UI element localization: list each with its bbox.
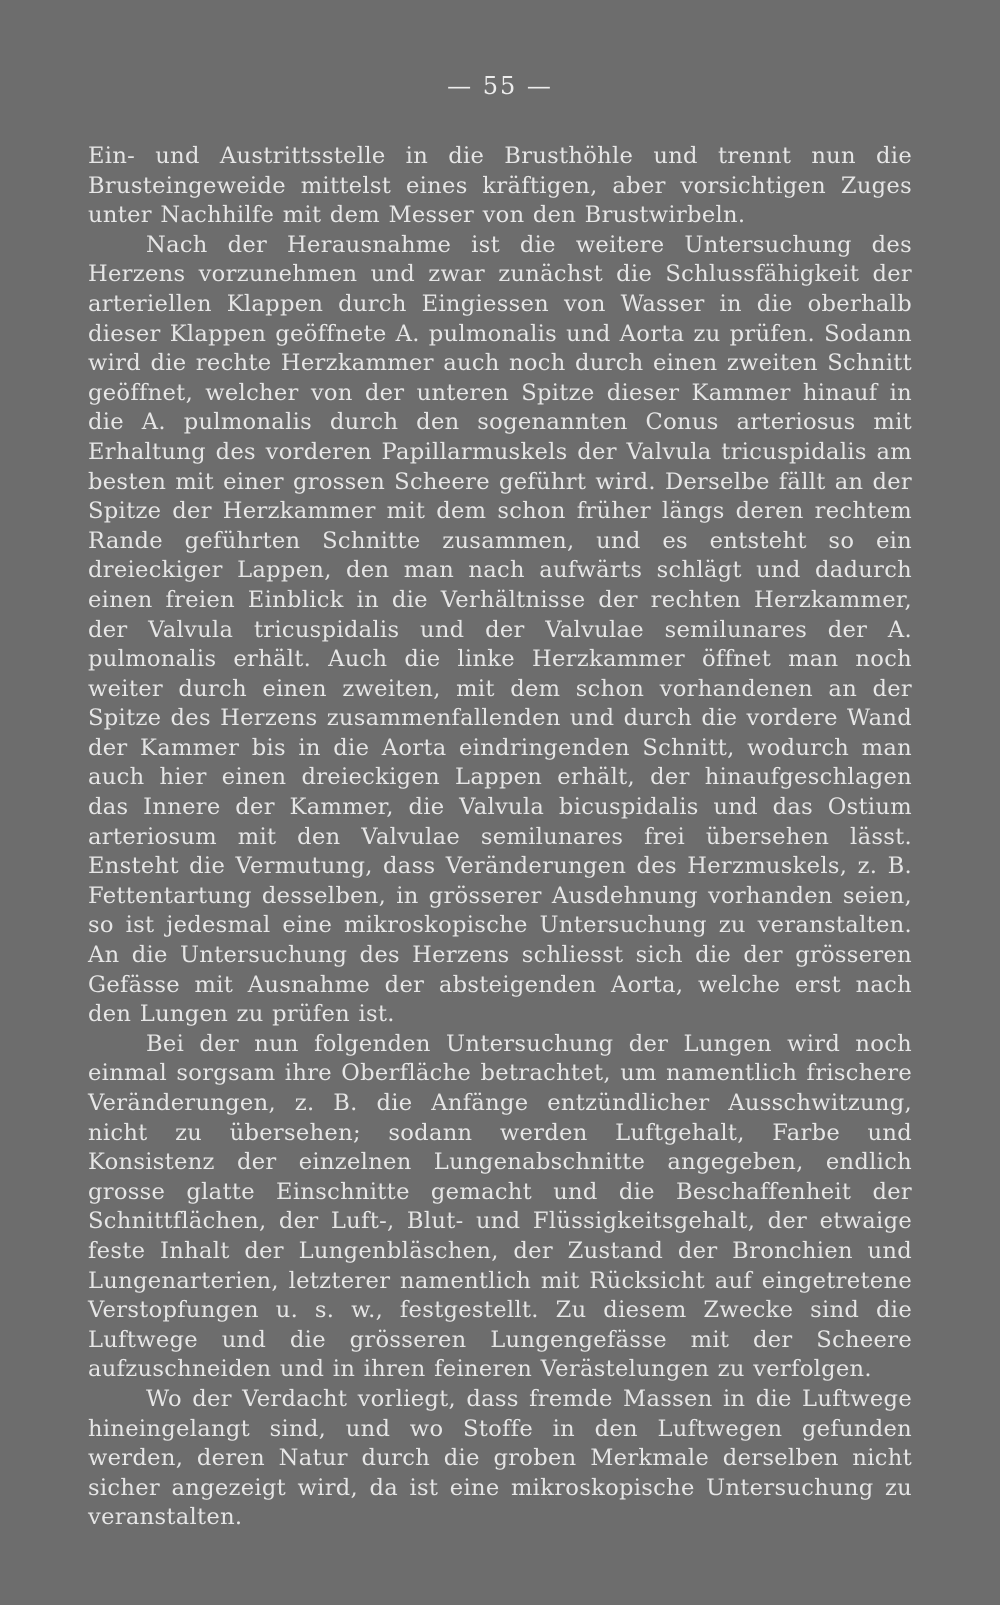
paragraph-1: Ein- und Austrittsstelle in die Brusthöhle und trennt nun die Brusteingeweide mittelst eines kräftigen, aber vorsichtigen Zuges unter Nachhilfe mit dem Messer von den Brustwirbeln. [88,143,912,229]
paragraph-2: Nach der Herausnahme ist die weitere Untersuchung des Herzens vorzunehmen und zwar zunächst die Schlussfähigkeit der arteriellen Klappen durch Eingiessen von Wasser in die oberhalb dieser Klappen geöffnete A. pulmonalis und Aorta zu prüfen. Sodann wird die rechte Herzkammer auch noch durch einen zweiten Schnitt geöffnet, welcher von der unteren Spitze dieser Kammer hinauf in die A. pulmonalis durch den sogenannten Conus arteriosus mit Erhaltung des vorderen Papillarmuskels der Valvula tricuspidalis am besten mit einer grossen Scheere geführt wird. Derselbe fällt an der Spitze der Herzkammer mit dem schon früher längs deren rechtem Rande geführten Schnitte zusammen, und es entsteht so ein dreieckiger Lappen, den man nach aufwärts schlägt und dadurch einen freien Einblick in die Verhältnisse der rechten Herzkammer, der Valvula tricuspidalis und der Valvulae semilunares der A. pulmonalis erhält. Auch die linke Herzkammer öffnet man noch weiter durch einen zweiten, mit dem schon vorhandenen an der Spitze des Herzens zusammenfallenden und durch die vordere Wand der Kammer bis in die Aorta eindringenden Schnitt, wodurch man auch hier einen dreieckigen Lappen erhält, der hinaufgeschlagen das Innere der Kammer, die Valvula bicuspidalis und das Ostium arteriosum mit den Valvulae semilunares frei übersehen lässt. Ensteht die Vermutung, dass Veränderungen des Herzmuskels, z. B. Fettentartung desselben, in grösserer Ausdehnung vorhanden seien, so ist jedesmal eine mikroskopische Untersuchung zu veranstalten. An die Untersuchung des Herzens schliesst sich die der grösseren Gefässe mit Ausnahme der absteigenden Aorta, welche erst nach den Lungen zu prüfen ist. [88,231,912,1028]
paragraph-4: Wo der Verdacht vorliegt, dass fremde Massen in die Luftwege hineingelangt sind, und wo Stoffe in den Luftwegen gefunden werden, deren Natur durch die groben Merkmale derselben nicht sicher angezeigt wird, da ist eine mikroskopische Untersuchung zu veranstalten. [88,1385,912,1531]
page-number: — 55 — [447,72,553,100]
paragraph-3: Bei der nun folgenden Untersuchung der Lungen wird noch einmal sorgsam ihre Oberfläche betrachtet, um namentlich frischere Veränderungen, z. B. die Anfänge entzündlicher Ausschwitzung, nicht zu übersehen; sodann werden Luftgehalt, Farbe und Konsistenz der einzelnen Lungenabschnitte angegeben, endlich grosse glatte Einschnitte gemacht und die Beschaffenheit der Schnittflächen, der Luft-, Blut- und Flüssigkeitsgehalt, der etwaige feste Inhalt der Lungenbläschen, der Zustand der Bronchien und Lungenarterien, letzterer namentlich mit Rücksicht auf eingetretene Verstopfungen u. s. w., festgestellt. Zu diesem Zwecke sind die Luftwege und die grösseren Lungengefässe mit der Scheere aufzuschneiden und in ihren feineren Verästelungen zu verfolgen. [88,1030,912,1383]
body-text [88,142,912,1533]
